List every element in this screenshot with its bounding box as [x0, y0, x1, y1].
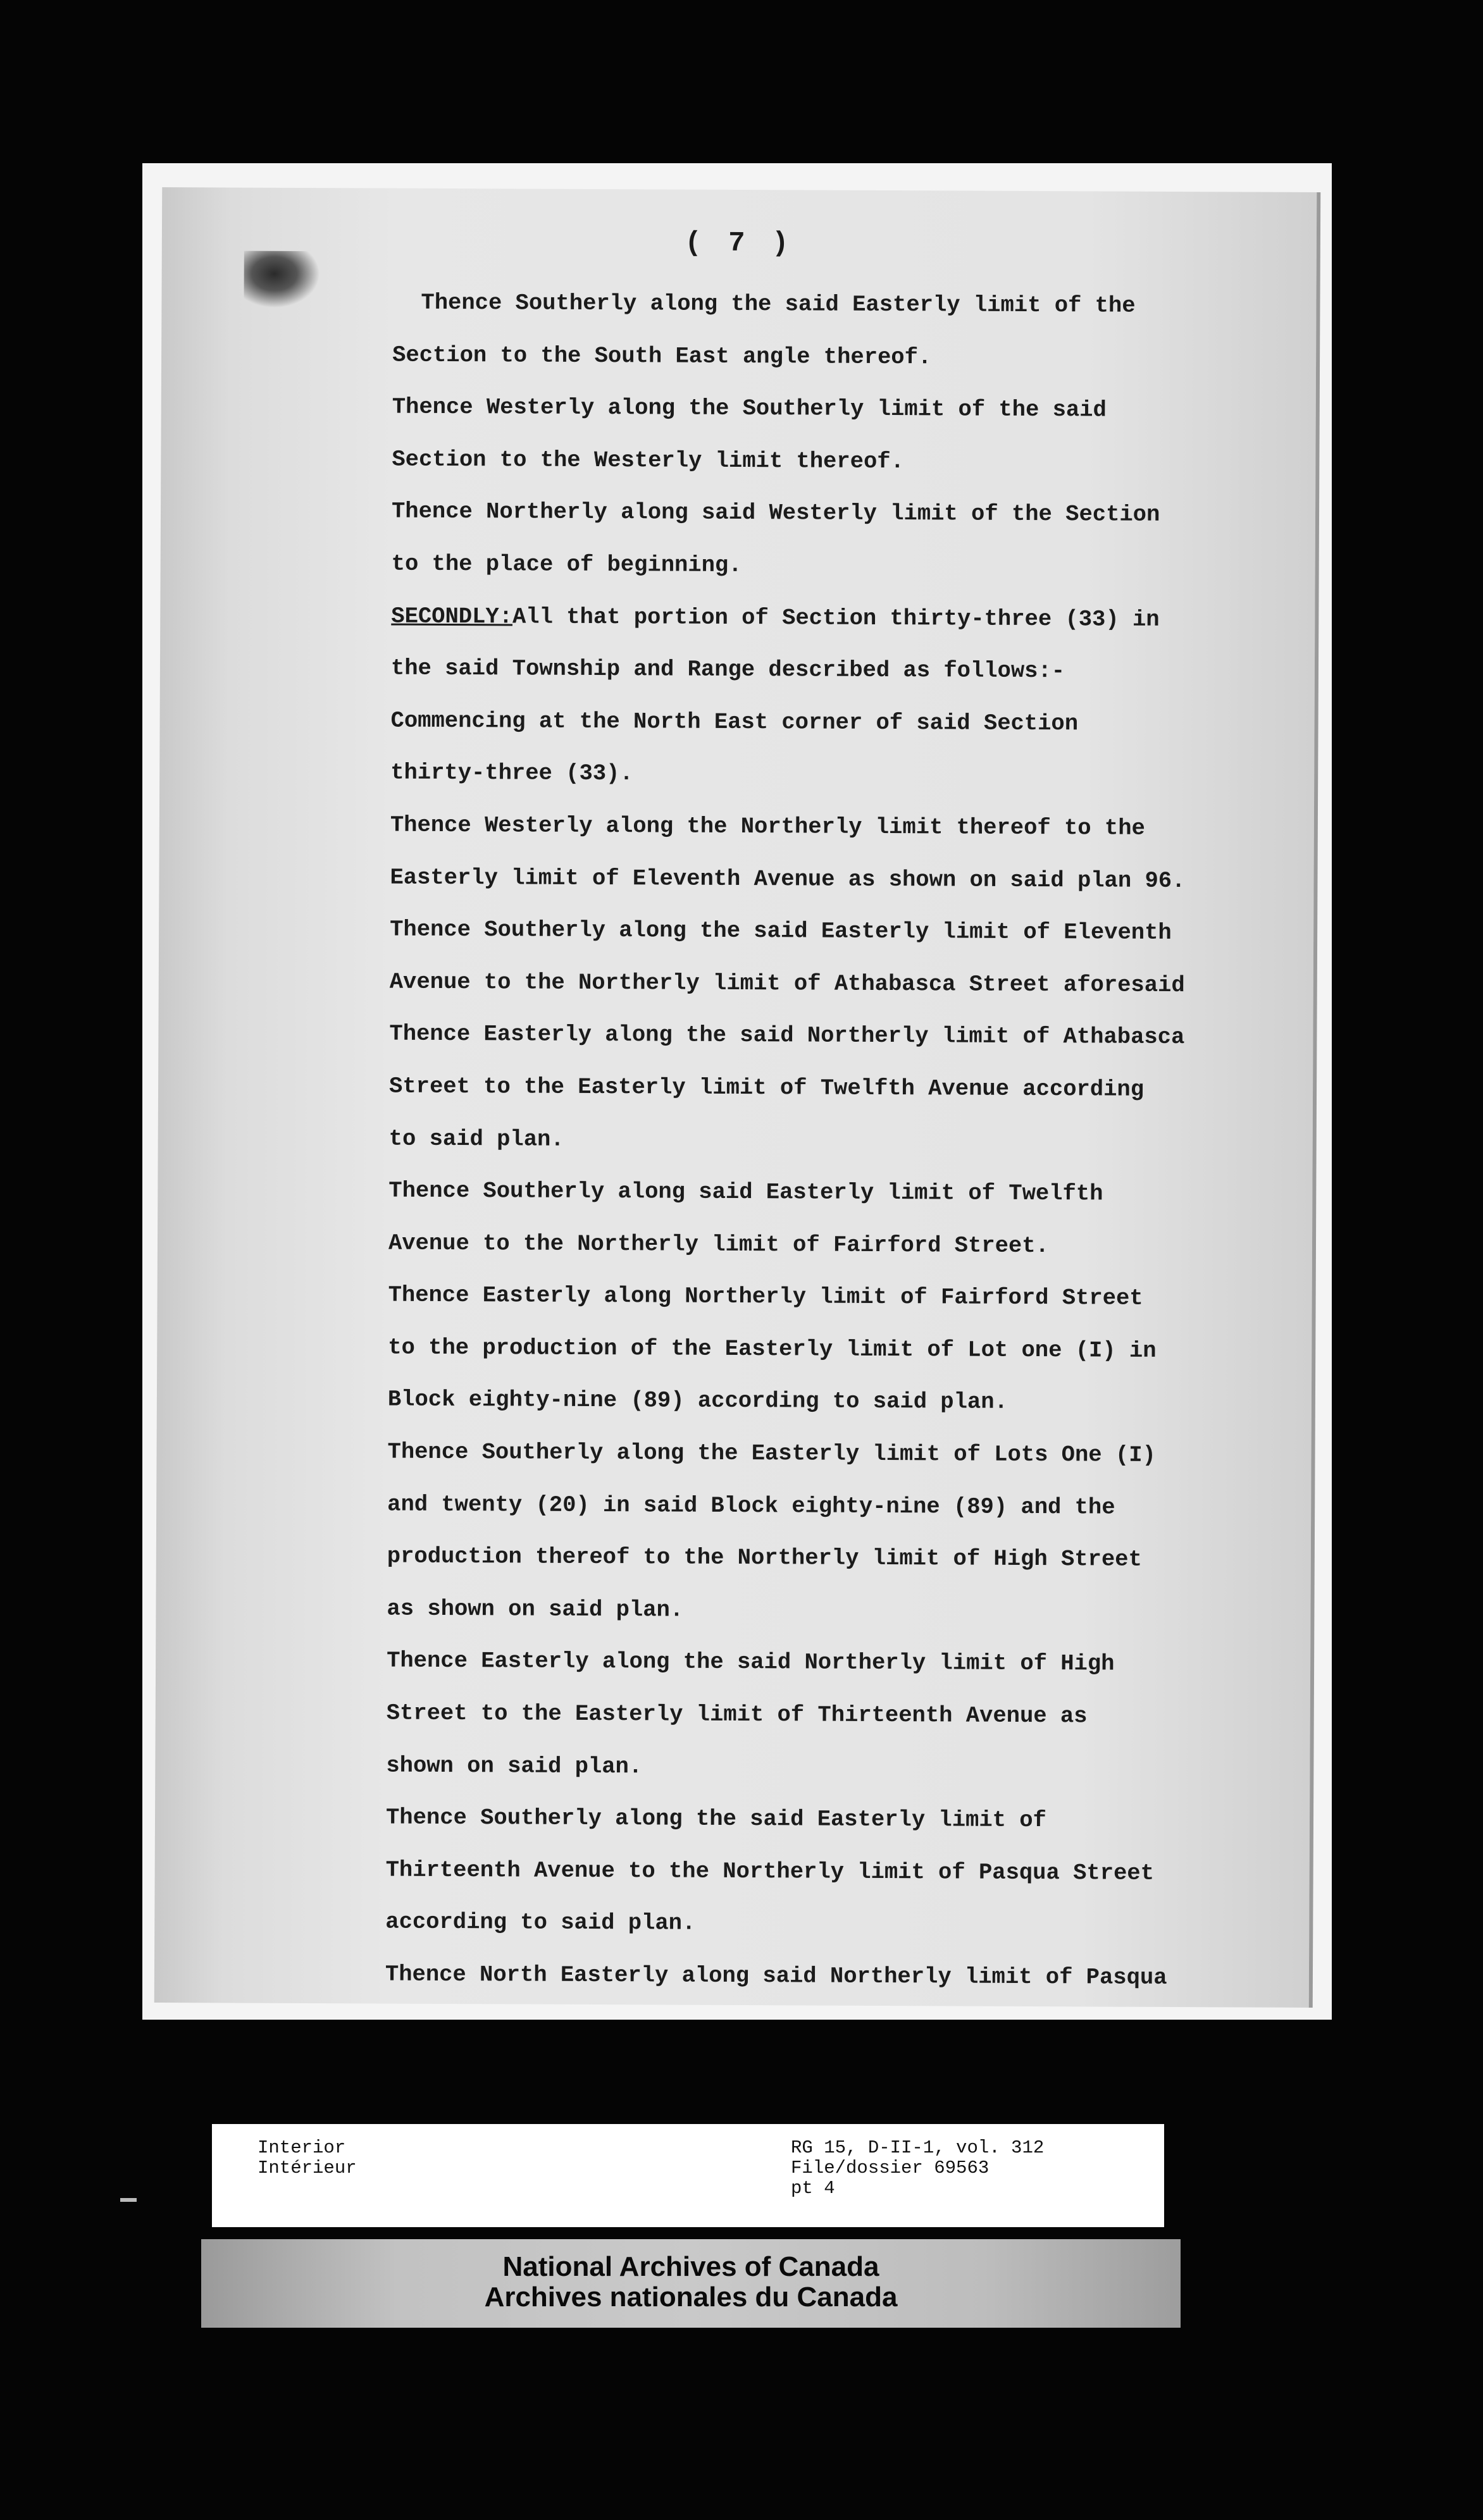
- text-line: [387, 1635, 1285, 1691]
- text-line: [390, 851, 1288, 908]
- text-line: [388, 1374, 1286, 1430]
- scanned-sheet: [142, 163, 1332, 2020]
- text-line: [385, 1844, 1284, 1900]
- department-en: Interior: [258, 2137, 346, 2158]
- text-line: [392, 277, 1291, 333]
- line-text: Easterly limit of Eleventh Avenue as shown on said plan 96.: [390, 864, 1186, 894]
- text-line: [390, 747, 1289, 803]
- line-text: Thence Northerly along said Westerly limit of the Section: [391, 498, 1160, 528]
- line-text: thirty-three (33).: [390, 759, 633, 787]
- line-text: Thence Southerly along the said Easterly limit of: [385, 1804, 1046, 1834]
- page-number: ( 7 ): [685, 227, 794, 260]
- text-line: [392, 433, 1290, 490]
- line-text: Thence Southerly along the said Easterly limit of Eleventh: [390, 916, 1172, 946]
- text-line: [389, 1061, 1288, 1117]
- text-line: [390, 695, 1289, 751]
- department-fr: Intérieur: [258, 2158, 357, 2178]
- text-line: [388, 1217, 1287, 1273]
- line-text: Thence Easterly along the said Northerly limit of Athabasca: [389, 1020, 1185, 1051]
- text-line: [386, 1739, 1284, 1796]
- line-text: Thence Southerly along the Easterly limit of Lots One (I): [387, 1438, 1156, 1468]
- text-line: [390, 956, 1288, 1012]
- line-text: Street to the Easterly limit of Thirteenth Avenue as: [386, 1700, 1088, 1729]
- line-text: according to said plan.: [385, 1908, 696, 1937]
- line-text: to the place of beginning.: [391, 550, 742, 578]
- text-line: [387, 1426, 1286, 1483]
- text-line: [385, 1949, 1284, 2005]
- banner-french: Archives nationales du Canada: [484, 2282, 898, 2313]
- text-line: [390, 800, 1289, 856]
- department-block: [258, 2138, 357, 2178]
- line-text: to said plan.: [388, 1125, 564, 1152]
- text-line: [391, 590, 1289, 646]
- line-text: Section to the Westerly limit thereof.: [392, 446, 905, 474]
- line-text: Avenue to the Northerly limit of Athabasca Street aforesaid: [389, 968, 1185, 998]
- text-line: [391, 643, 1289, 699]
- line-text: Avenue to the Northerly limit of Fairford Street.: [388, 1230, 1049, 1259]
- part-number: pt 4: [791, 2178, 835, 2199]
- line-text: Street to the Easterly limit of Twelfth Avenue according: [388, 1073, 1145, 1102]
- text-line: [387, 1531, 1286, 1587]
- record-group: RG 15, D-II-1, vol. 312: [791, 2137, 1045, 2158]
- text-line: [390, 904, 1288, 960]
- text-line: [392, 381, 1291, 438]
- line-text: production thereof to the Northerly limit of High Street: [387, 1543, 1142, 1573]
- text-line: [387, 1688, 1285, 1744]
- line-text: shown on said plan.: [386, 1752, 643, 1779]
- line-text: Thirteenth Avenue to the Northerly limit of Pasqua Street: [385, 1856, 1155, 1886]
- line-text: Block eighty-nine (89) according to said plan.: [387, 1387, 1008, 1416]
- reference-block: [791, 2138, 1044, 2199]
- line-text: Thence Easterly along Northerly limit of Fairford Street: [388, 1282, 1143, 1312]
- section-heading: SECONDLY:: [391, 603, 513, 630]
- text-line: [392, 486, 1290, 542]
- text-line: [389, 1008, 1288, 1065]
- line-text: Thence Westerly along the Southerly limit of the said: [392, 393, 1107, 423]
- scan-speck: [120, 2198, 137, 2202]
- line-text: Thence Easterly along the said Northerly limit of High: [387, 1648, 1115, 1677]
- line-text: as shown on said plan.: [387, 1595, 684, 1623]
- line-text: the said Township and Range described as follows:-: [390, 655, 1065, 684]
- text-line: [392, 329, 1291, 385]
- banner-english: National Archives of Canada: [502, 2251, 879, 2282]
- line-text: Commencing at the North East corner of said Section: [390, 707, 1079, 737]
- text-line: [386, 1792, 1284, 1848]
- text-line: [387, 1478, 1286, 1535]
- file-number: File/dossier 69563: [791, 2158, 990, 2178]
- text-line: [389, 1113, 1288, 1169]
- line-text: Thence Southerly along said Easterly limit of Twelfth: [388, 1177, 1103, 1207]
- line-text: Section to the South East angle thereof.: [392, 342, 932, 370]
- text-line: [385, 1896, 1284, 1953]
- line-text: Thence North Easterly along said Northerly limit of Pasqua: [385, 1961, 1167, 1991]
- text-line: [388, 1269, 1286, 1326]
- document-page: [154, 187, 1321, 2008]
- document-body: [385, 277, 1291, 2005]
- text-line: [388, 1321, 1286, 1378]
- line-text: and twenty (20) in said Block eighty-nine (89) and the: [387, 1491, 1115, 1521]
- text-line: [388, 1165, 1287, 1221]
- text-line: [387, 1583, 1285, 1639]
- line-text: Thence Southerly along the said Easterly limit of the: [421, 289, 1136, 319]
- text-line: [391, 538, 1289, 595]
- line-text: Thence Westerly along the Northerly limit thereof to the: [390, 812, 1145, 841]
- archives-banner: [201, 2239, 1181, 2328]
- line-text: to the production of the Easterly limit of Lot one (I) in: [388, 1334, 1157, 1364]
- torn-corner: [244, 251, 320, 309]
- archive-reference-label: [212, 2124, 1164, 2227]
- line-text: All that portion of Section thirty-three (33) in: [512, 603, 1160, 633]
